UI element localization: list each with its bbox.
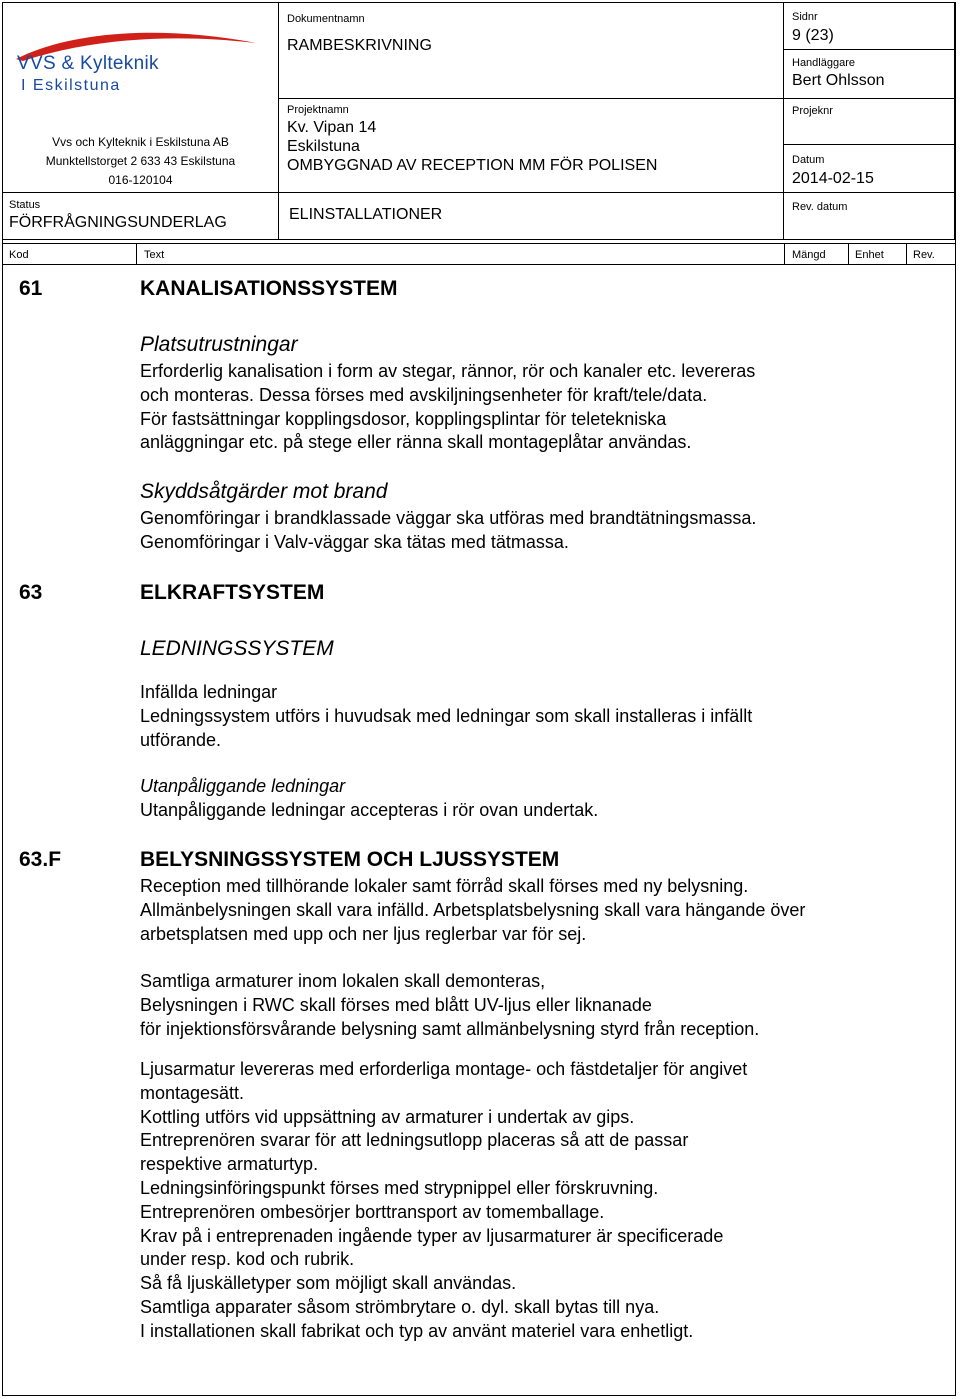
text-line: Så få ljuskälletyper som möjligt skall användas. bbox=[140, 1273, 517, 1294]
subheading-ledningssystem: LEDNINGSSYSTEM bbox=[140, 637, 334, 660]
text-line: arbetsplatsen med upp och ner ljus reglerbar var för sej. bbox=[140, 923, 587, 944]
text-line: Samtliga armaturer inom lokalen skall demonteras, bbox=[140, 971, 546, 991]
revdate-label: Rev. datum bbox=[792, 201, 848, 213]
company-logo-block bbox=[3, 3, 279, 193]
text-line: Genomföringar i brandklassade väggar ska utföras med brandtätningsmassa. bbox=[140, 508, 757, 528]
page-value: 9 (23) bbox=[792, 27, 834, 44]
status-value: FÖRFRÅGNINGSUNDERLAG bbox=[9, 214, 227, 231]
column-enhet: Enhet bbox=[855, 249, 884, 261]
page-label: Sidnr bbox=[792, 11, 818, 23]
discipline-value: ELINSTALLATIONER bbox=[289, 206, 443, 223]
paragraph-61-2 bbox=[140, 507, 756, 555]
paragraph-61-1 bbox=[140, 360, 755, 455]
column-rev: Rev. bbox=[913, 249, 935, 261]
paragraph-63f-1 bbox=[140, 875, 805, 946]
text-line: Samtliga apparater såsom strömbrytare o. dyl. skall bytas till nya. bbox=[140, 1296, 660, 1317]
company-name: Vvs och Kylteknik i Eskilstuna AB bbox=[52, 135, 229, 149]
company-phone: 016-120104 bbox=[108, 173, 173, 187]
page-number-cell bbox=[784, 3, 955, 50]
column-kod: Kod bbox=[9, 249, 29, 261]
text-line: Genomföringar i Valv-väggar ska tätas med tätmassa. bbox=[140, 531, 569, 552]
text-line: respektive armaturtyp. bbox=[140, 1154, 319, 1175]
text-line: anläggningar etc. på stege eller ränna skall montageplåtar användas. bbox=[140, 432, 692, 453]
text-line: och monteras. Dessa förses med avskiljningsenheter för kraft/tele/data. bbox=[140, 384, 708, 405]
text-line: Infällda ledningar bbox=[140, 682, 278, 702]
column-mangd: Mängd bbox=[792, 249, 826, 261]
projno-label: Projeknr bbox=[792, 105, 833, 117]
text-line: Reception med tillhörande lokaler samt förråd skall förses med ny belysning. bbox=[140, 876, 749, 896]
handler-value: Bert Ohlsson bbox=[792, 72, 885, 89]
paragraph-63f-2 bbox=[140, 970, 759, 1041]
document-header bbox=[3, 3, 955, 240]
handler-label: Handläggare bbox=[792, 57, 855, 69]
date-label: Datum bbox=[792, 154, 825, 166]
section-title-63: ELKRAFTSYSTEM bbox=[140, 581, 325, 604]
column-separator bbox=[136, 244, 137, 265]
company-address: Munktellstorget 2 633 43 Eskilstuna bbox=[45, 154, 236, 168]
column-header-row bbox=[3, 243, 955, 265]
text-line: Krav på i entreprenaden ingående typer av ljusarmaturer är specificerade bbox=[140, 1225, 724, 1246]
text-line: Kottling utförs vid uppsättning av armaturer i undertak av gips. bbox=[140, 1106, 635, 1127]
section-title-63f: BELYSNINGSSYSTEM OCH LJUSSYSTEM bbox=[140, 848, 560, 871]
revdate-cell bbox=[784, 193, 955, 240]
text-line: Ljusarmatur levereras med erforderliga montage- och fästdetaljer för angivet bbox=[140, 1059, 748, 1079]
document-page bbox=[2, 2, 956, 1396]
docname-cell bbox=[279, 3, 784, 99]
logo-title: VVS & Kylteknik bbox=[17, 53, 159, 74]
projno-cell bbox=[784, 99, 955, 145]
text-line: Erforderlig kanalisation i form av stegar, rännor, rör och kanaler etc. levereras bbox=[140, 361, 756, 381]
projectname-line2: Eskilstuna bbox=[287, 138, 360, 155]
section-code-63: 63 bbox=[19, 581, 43, 604]
column-separator bbox=[906, 244, 907, 265]
column-text: Text bbox=[144, 249, 165, 261]
column-separator bbox=[784, 244, 785, 265]
section-code-61: 61 bbox=[19, 277, 43, 300]
paragraph-63f-3 bbox=[140, 1058, 747, 1344]
projectname-label: Projektnamn bbox=[287, 104, 349, 116]
text-line: för injektionsförsvårande belysning samt allmänbelysning styrd från reception. bbox=[140, 1018, 760, 1039]
paragraph-63-2 bbox=[140, 799, 598, 823]
subheading-skyddsatgarder: Skyddsåtgärder mot brand bbox=[140, 480, 388, 503]
docname-label: Dokumentnamn bbox=[287, 13, 365, 25]
text-line: Entreprenören svarar för att ledningsutlopp placeras så att de passar bbox=[140, 1130, 689, 1151]
text-line: Belysningen i RWC skall förses med blått UV-ljus eller liknanade bbox=[140, 994, 652, 1015]
text-line: Entreprenören ombesörjer borttransport av tomemballage. bbox=[140, 1201, 605, 1222]
date-cell bbox=[784, 145, 955, 193]
column-separator bbox=[848, 244, 849, 265]
discipline-cell bbox=[279, 193, 784, 240]
projectname-line3: OMBYGGNAD AV RECEPTION MM FÖR POLISEN bbox=[287, 157, 658, 174]
date-value: 2014-02-15 bbox=[792, 170, 874, 187]
subheading-platsutrustningar: Platsutrustningar bbox=[140, 333, 298, 356]
text-line: Ledningssystem utförs i huvudsak med ledningar som skall installeras i infällt bbox=[140, 705, 753, 726]
text-line: under resp. kod och rubrik. bbox=[140, 1249, 355, 1270]
projectname-cell bbox=[279, 99, 784, 193]
text-line: Ledningsinföringspunkt förses med strypnippel eller förskruvning. bbox=[140, 1177, 659, 1198]
text-line: För fastsättningar kopplingsdosor, kopplingsplintar för teletekniska bbox=[140, 408, 667, 429]
text-line: montagesätt. bbox=[140, 1082, 245, 1103]
handler-cell bbox=[784, 50, 955, 99]
paragraph-63-1 bbox=[140, 681, 752, 752]
logo-subtitle: I Eskilstuna bbox=[21, 77, 121, 94]
text-line: Utanpåliggande ledningar accepteras i rör ovan undertak. bbox=[140, 800, 599, 820]
section-title-61: KANALISATIONSSYSTEM bbox=[140, 277, 398, 300]
subheading-utanpaliggande: Utanpåliggande ledningar bbox=[140, 776, 346, 796]
docname-value: RAMBESKRIVNING bbox=[287, 37, 432, 54]
text-line: I installationen skall fabrikat och typ av använt materiel vara enhetligt. bbox=[140, 1320, 694, 1341]
projectname-line1: Kv. Vipan 14 bbox=[287, 119, 377, 136]
text-line: utförande. bbox=[140, 729, 222, 750]
status-label: Status bbox=[9, 199, 41, 211]
text-line: Allmänbelysningen skall vara infälld. Arbetsplatsbelysning skall vara hängande över bbox=[140, 899, 806, 920]
status-cell bbox=[3, 193, 279, 240]
section-code-63f: 63.F bbox=[19, 848, 62, 871]
